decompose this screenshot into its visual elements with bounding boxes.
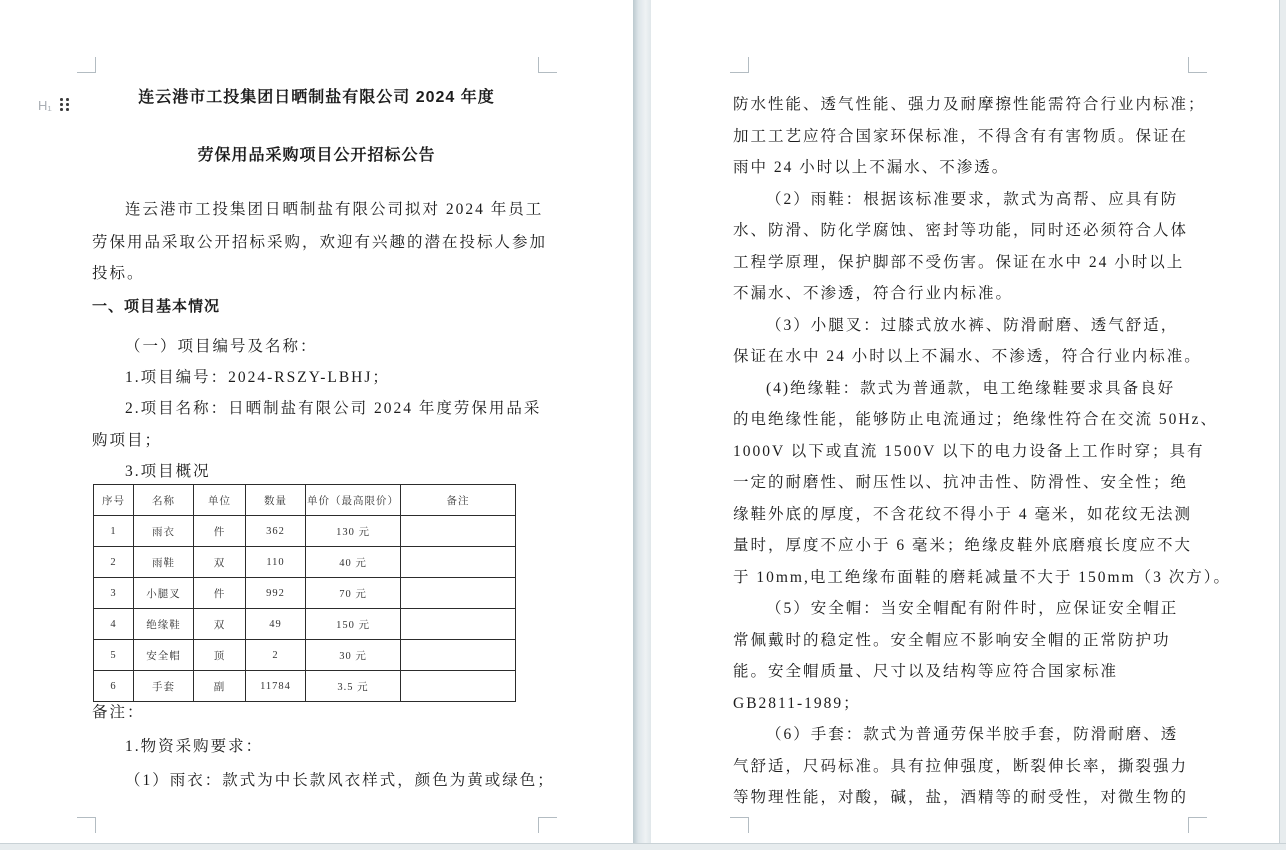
cell-no: 3 [94, 578, 134, 609]
table-header-row [94, 485, 516, 516]
cell-qty: 110 [246, 547, 306, 578]
body-line: 等物理性能，对酸，碱，盐，酒精等的耐受性，对微生物的 [733, 789, 1189, 806]
notes-label: 备注： [92, 704, 145, 721]
crop-mark-top-right [538, 57, 557, 73]
intro-line: 投标。 [92, 265, 145, 282]
body-line: （5）安全帽：当安全帽配有附件时，应保证安全帽正 [766, 600, 1179, 617]
body-line: 不漏水、不渗透，符合行业内标准。 [733, 285, 1014, 302]
cell-unit: 双 [194, 609, 246, 640]
cell-note [401, 640, 516, 671]
item-line: 2.项目名称：日晒制盐有限公司 2024 年度劳保用品采 [125, 400, 542, 417]
body-line: （6）手套：款式为普通劳保半胶手套，防滑耐磨、透 [766, 726, 1179, 743]
cell-unit: 双 [194, 547, 246, 578]
heading-level-icon[interactable]: H₁ [38, 98, 52, 113]
document-title-line2: 劳保用品采购项目公开招标公告 [197, 147, 436, 164]
body-line: 保证在水中 24 小时以上不漏水、不渗透，符合行业内标准。 [733, 348, 1202, 365]
intro-line: 劳保用品采取公开招标采购，欢迎有兴趣的潜在投标人参加 [92, 234, 548, 251]
col-header: 单位 [194, 485, 246, 516]
cell-qty: 992 [246, 578, 306, 609]
cell-unit: 件 [194, 516, 246, 547]
table-row [94, 547, 516, 578]
workspace-right-edge [1279, 0, 1286, 843]
cell-no: 5 [94, 640, 134, 671]
document-page-1 [0, 0, 633, 843]
body-line: 缘鞋外底的厚度，不含花纹不得小于 4 毫米，如花纹无法测 [733, 506, 1193, 523]
body-line: 量时，厚度不应小于 6 毫米；绝缘皮鞋外底磨痕长度应不大 [733, 537, 1193, 554]
crop-mark-bottom-right [538, 817, 557, 833]
note-line: 1.物资采购要求： [125, 738, 264, 755]
cell-price: 130 元 [306, 516, 401, 547]
cell-unit: 副 [194, 671, 246, 702]
crop-mark-bottom-left [730, 817, 749, 833]
col-header: 单价（最高限价） [306, 485, 401, 516]
body-line: 1000V 以下或直流 1500V 以下的电力设备上工作时穿；具有 [733, 443, 1205, 460]
cell-no: 4 [94, 609, 134, 640]
col-header: 名称 [134, 485, 194, 516]
crop-mark-bottom-right [1188, 817, 1207, 833]
cell-price: 40 元 [306, 547, 401, 578]
note-line: （1）雨衣：款式为中长款风衣样式，颜色为黄或绿色； [125, 772, 555, 789]
cell-name: 小腿叉 [134, 578, 194, 609]
body-line: 常佩戴时的稳定性。安全帽应不影响安全帽的正常防护功 [733, 632, 1171, 649]
workspace-bottom-edge [0, 843, 1286, 850]
page-gap-divider [633, 0, 651, 843]
crop-mark-bottom-left [77, 817, 96, 833]
table-row [94, 609, 516, 640]
document-page-2 [651, 0, 1279, 843]
section-heading: 一、项目基本情况 [92, 298, 221, 315]
cell-unit: 顶 [194, 640, 246, 671]
item-line: （一）项目编号及名称： [125, 338, 318, 355]
body-line: 工程学原理，保护脚部不受伤害。保证在水中 24 小时以上 [733, 254, 1185, 271]
cell-name: 安全帽 [134, 640, 194, 671]
cell-unit: 件 [194, 578, 246, 609]
cell-no: 2 [94, 547, 134, 578]
cell-note [401, 578, 516, 609]
cell-price: 30 元 [306, 640, 401, 671]
cell-name: 雨鞋 [134, 547, 194, 578]
cell-note [401, 516, 516, 547]
cell-qty: 49 [246, 609, 306, 640]
col-header: 序号 [94, 485, 134, 516]
body-line: （3）小腿叉：过膝式放水裤、防滑耐磨、透气舒适， [766, 317, 1179, 334]
body-line: 气舒适，尺码标准。具有拉伸强度，断裂伸长率，撕裂强力 [733, 758, 1189, 775]
body-line: (4)绝缘鞋：款式为普通款，电工绝缘鞋要求具备良好 [766, 380, 1176, 397]
document-title-line1: 连云港市工投集团日晒制盐有限公司 2024 年度 [138, 89, 495, 106]
body-line: 防水性能、透气性能、强力及耐摩擦性能需符合行业内标准； [733, 96, 1206, 113]
crop-mark-top-left [77, 57, 96, 73]
body-line: 加工工艺应符合国家环保标准，不得含有有害物质。保证在 [733, 128, 1189, 145]
table-row [94, 516, 516, 547]
item-line: 购项目； [92, 432, 163, 449]
cell-note [401, 671, 516, 702]
body-line: 一定的耐磨性、耐压性以、抗冲击性、防滑性、安全性；绝 [733, 474, 1189, 491]
body-line: 雨中 24 小时以上不漏水、不渗透。 [733, 159, 1010, 176]
table-row [94, 671, 516, 702]
body-line: （2）雨鞋：根据该标准要求，款式为高帮、应具有防 [766, 191, 1179, 208]
body-line: 于 10mm,电工绝缘布面鞋的磨耗减量不大于 150mm（3 次方）。 [733, 569, 1231, 586]
cell-qty: 2 [246, 640, 306, 671]
item-line: 1.项目编号：2024-RSZY-LBHJ； [125, 369, 390, 386]
procurement-items-table [93, 484, 516, 702]
table-row [94, 640, 516, 671]
body-line: 水、防滑、防化学腐蚀、密封等功能，同时还必须符合人体 [733, 222, 1189, 239]
body-line: GB2811-1989； [733, 695, 861, 712]
col-header: 数量 [246, 485, 306, 516]
item-line: 3.项目概况 [125, 463, 211, 480]
drag-handle-icon[interactable] [60, 98, 69, 111]
intro-line: 连云港市工投集团日晒制盐有限公司拟对 2024 年员工 [125, 201, 544, 218]
cell-qty: 362 [246, 516, 306, 547]
table-row [94, 578, 516, 609]
cell-note [401, 609, 516, 640]
cell-no: 6 [94, 671, 134, 702]
col-header: 备注 [401, 485, 516, 516]
cell-qty: 11784 [246, 671, 306, 702]
cell-price: 3.5 元 [306, 671, 401, 702]
body-line: 能。安全帽质量、尺寸以及结构等应符合国家标准 [733, 663, 1119, 680]
cell-note [401, 547, 516, 578]
body-line: 的电绝缘性能，能够防止电流通过；绝缘性符合在交流 50Hz、 [733, 411, 1218, 428]
cell-price: 70 元 [306, 578, 401, 609]
crop-mark-top-left [730, 57, 749, 73]
cell-name: 绝缘鞋 [134, 609, 194, 640]
cell-name: 手套 [134, 671, 194, 702]
crop-mark-top-right [1188, 57, 1207, 73]
cell-price: 150 元 [306, 609, 401, 640]
cell-name: 雨衣 [134, 516, 194, 547]
cell-no: 1 [94, 516, 134, 547]
